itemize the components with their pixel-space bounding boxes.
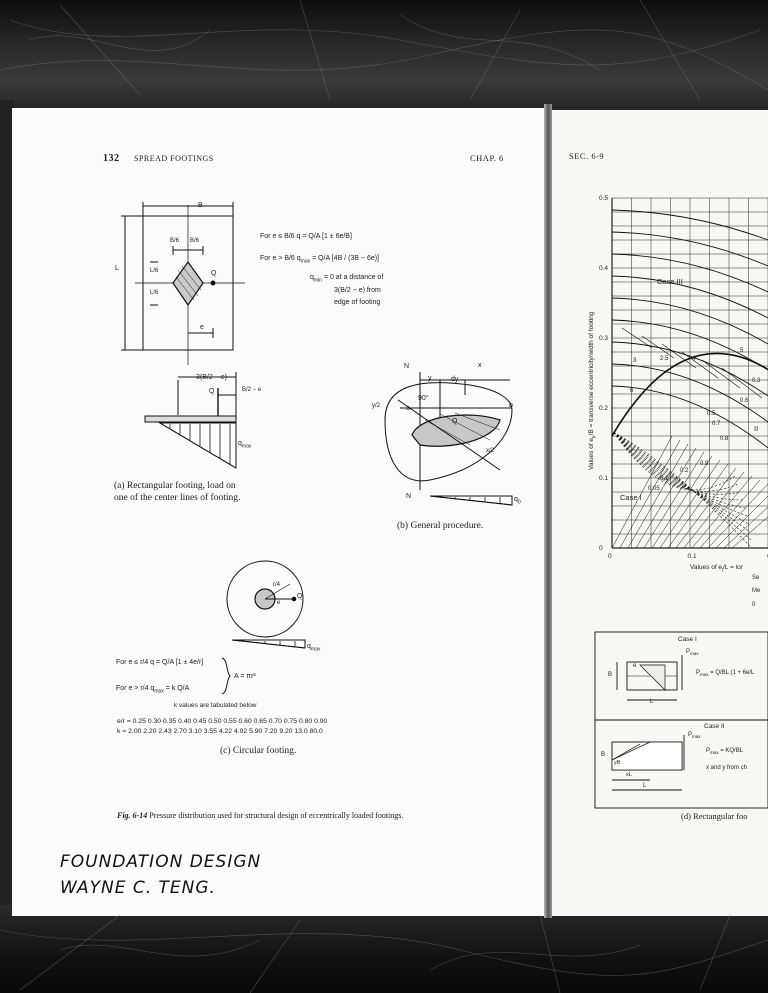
chart-curve-label: 3 <box>633 358 637 364</box>
page-number: 132 <box>103 153 120 164</box>
label-r4-c: r/4 <box>273 582 281 588</box>
label-N2-b: N <box>406 493 412 500</box>
case-2-yB: yB <box>614 760 621 766</box>
eq-c-1: For e ≤ r/4 q = Q/A [1 ± 4e/r] <box>116 659 204 666</box>
side-note-3: 0 <box>752 602 756 608</box>
chart-xlabel: Values of $e_l/L$ = lor <box>690 564 743 573</box>
case-1-L: L <box>650 699 654 705</box>
label-dy-b: dy <box>451 376 459 383</box>
case-1-eq: $P_{max} = Q/BL$ (1 + 6e/L <box>696 670 755 678</box>
label-y-b: y <box>428 375 432 382</box>
label-90-b: 90° <box>418 395 429 402</box>
label-half-y-b: y/2 <box>372 403 381 409</box>
label-B6-right: B/6 <box>190 238 200 244</box>
label-Q-b: Q <box>452 418 458 425</box>
chart-curve-label: 0.1 <box>660 476 669 482</box>
caption-c: (c) Circular footing. <box>220 746 297 756</box>
case-2-B: B <box>601 752 606 758</box>
label-Q-c: Q <box>297 593 303 600</box>
case-2-L: L <box>643 783 647 789</box>
chart-curve-label: 0.8 <box>720 436 729 442</box>
chart-y-tick: 0 <box>599 545 603 552</box>
chart-ylabel: Values of $e_b/B$ = transverse eccentricity/width of footing <box>588 311 597 470</box>
label-Q-a-lower: Q <box>209 388 215 395</box>
label-b-b: b <box>509 402 513 409</box>
table-row-k: k = 2.00 2.20 2.43 2.70 3.10 3.55 4.22 4.92 5.90 7.20 9.20 13.0 80.0 <box>117 728 323 735</box>
side-note-2: Me <box>752 588 761 594</box>
eq-a-2: For e > B/6 $q_{max} = Q/A$ [4B / (3B − 6e)] <box>260 255 380 265</box>
label-x-b: x <box>478 362 482 369</box>
chart-curve-label: 4 <box>692 356 696 362</box>
label-L6-top: L/6 <box>150 268 159 274</box>
label-qmax-a: $q_{max}$ <box>238 440 252 450</box>
chart-y-tick: 0.1 <box>599 475 609 482</box>
case-2-xL: xL <box>626 772 632 778</box>
label-q0-b: $q_0$ <box>514 496 521 506</box>
chapter-label: CHAP. 6 <box>470 153 504 163</box>
chart-curve-label: 2.5 <box>660 356 669 362</box>
chart-curve-label: 0.7 <box>712 421 721 427</box>
chart-curve-label: 0.5 <box>707 411 716 417</box>
label-a-b: a <box>406 405 410 412</box>
region-case-II: II <box>754 424 759 433</box>
chart-curve-label: 0.3 <box>752 378 761 384</box>
eq-a-4: 3(B/2 − e) from <box>334 287 381 294</box>
figure-caption: Fig. 6-14 Pressure distribution used for structural design of eccentrically loaded footings. <box>117 811 404 820</box>
label-qmax-c: $q_{max}$ <box>307 643 321 653</box>
chart-curve-label: 0.9 <box>700 461 709 467</box>
chart-y-tick: 0.5 <box>599 195 609 202</box>
label-L6-bottom: L/6 <box>150 290 159 296</box>
case-1-title: Case I <box>678 636 697 643</box>
running-title: SPREAD FOOTINGS <box>134 154 214 163</box>
caption-b: (b) General procedure. <box>397 521 484 531</box>
chart-y-tick: 0.2 <box>599 405 609 412</box>
chart-curve-label: 0.2 <box>680 468 689 474</box>
eq-a-5: edge of footing <box>334 299 381 306</box>
k-note: k values are tabulated below <box>174 702 257 709</box>
case-2-title: Case II <box>704 723 725 730</box>
label-N-b: N <box>404 363 410 370</box>
case-2-pmax-top: $P_{max}$ <box>688 732 701 740</box>
case-1-e: e <box>633 663 637 669</box>
chart-curve-label: 0.6 <box>740 398 749 404</box>
chart-curve-label: 0.05 <box>648 486 660 492</box>
caption-a-line2: one of the center lines of footing. <box>114 493 241 503</box>
eq-a-1: For e ≤ B/6 q = Q/A [1 ± 6e/B] <box>260 233 352 240</box>
chart-curve-label: 5 <box>740 348 744 354</box>
chart-x-tick: 0.1 <box>687 553 697 560</box>
label-e-c: e <box>277 600 281 606</box>
side-note-1: Se <box>752 575 760 581</box>
label-B: B <box>198 202 203 209</box>
handwriting-title: FOUNDATION DESIGN <box>60 852 262 872</box>
region-case-I: Case I <box>620 493 642 502</box>
case-1-pmax-top: $P_{max}$ <box>686 649 699 657</box>
label-L: L <box>115 265 119 272</box>
case-2-eq: $P_{max} = KQ/BL$ <box>706 748 744 756</box>
label-Q-a: Q <box>211 270 217 277</box>
caption-a-line1: (a) Rectangular footing, load on <box>114 481 236 491</box>
table-row-e: e/r = 0.25 0.30 0.35 0.40 0.45 0.50 0.55 0.60 0.65 0.70 0.75 0.80 0.90 <box>117 718 328 725</box>
chart-y-tick: 0.3 <box>599 335 609 342</box>
label-B6-left: B/6 <box>170 238 180 244</box>
case-1-B: B <box>608 672 613 678</box>
eq-c-2: For e > r/4 $q_{max} = k$ Q/A <box>116 685 190 695</box>
handwriting-author: WAYNE C. TENG. <box>60 878 216 898</box>
chart-curve-label: 6 <box>630 388 634 394</box>
eq-c-area: A = πr² <box>234 673 256 680</box>
label-e-a: e <box>200 324 204 331</box>
section-label: SEC. 6-9 <box>569 151 605 161</box>
region-case-III: Case III <box>657 277 683 286</box>
label-half-x-b: x/2 <box>486 448 495 454</box>
label-dimension-formula: 3(B/2 − e) <box>196 374 227 381</box>
chart-y-tick: 0.4 <box>599 265 609 272</box>
eq-a-3: $q_{min} = 0$ at a distance of <box>310 274 384 284</box>
chart-x-tick: 0 <box>608 553 612 560</box>
label-B2-minus-e: B/2 − e <box>242 387 262 393</box>
caption-d: (d) Rectangular foo <box>681 811 748 821</box>
case-2-note: x and y from ch <box>706 765 748 771</box>
